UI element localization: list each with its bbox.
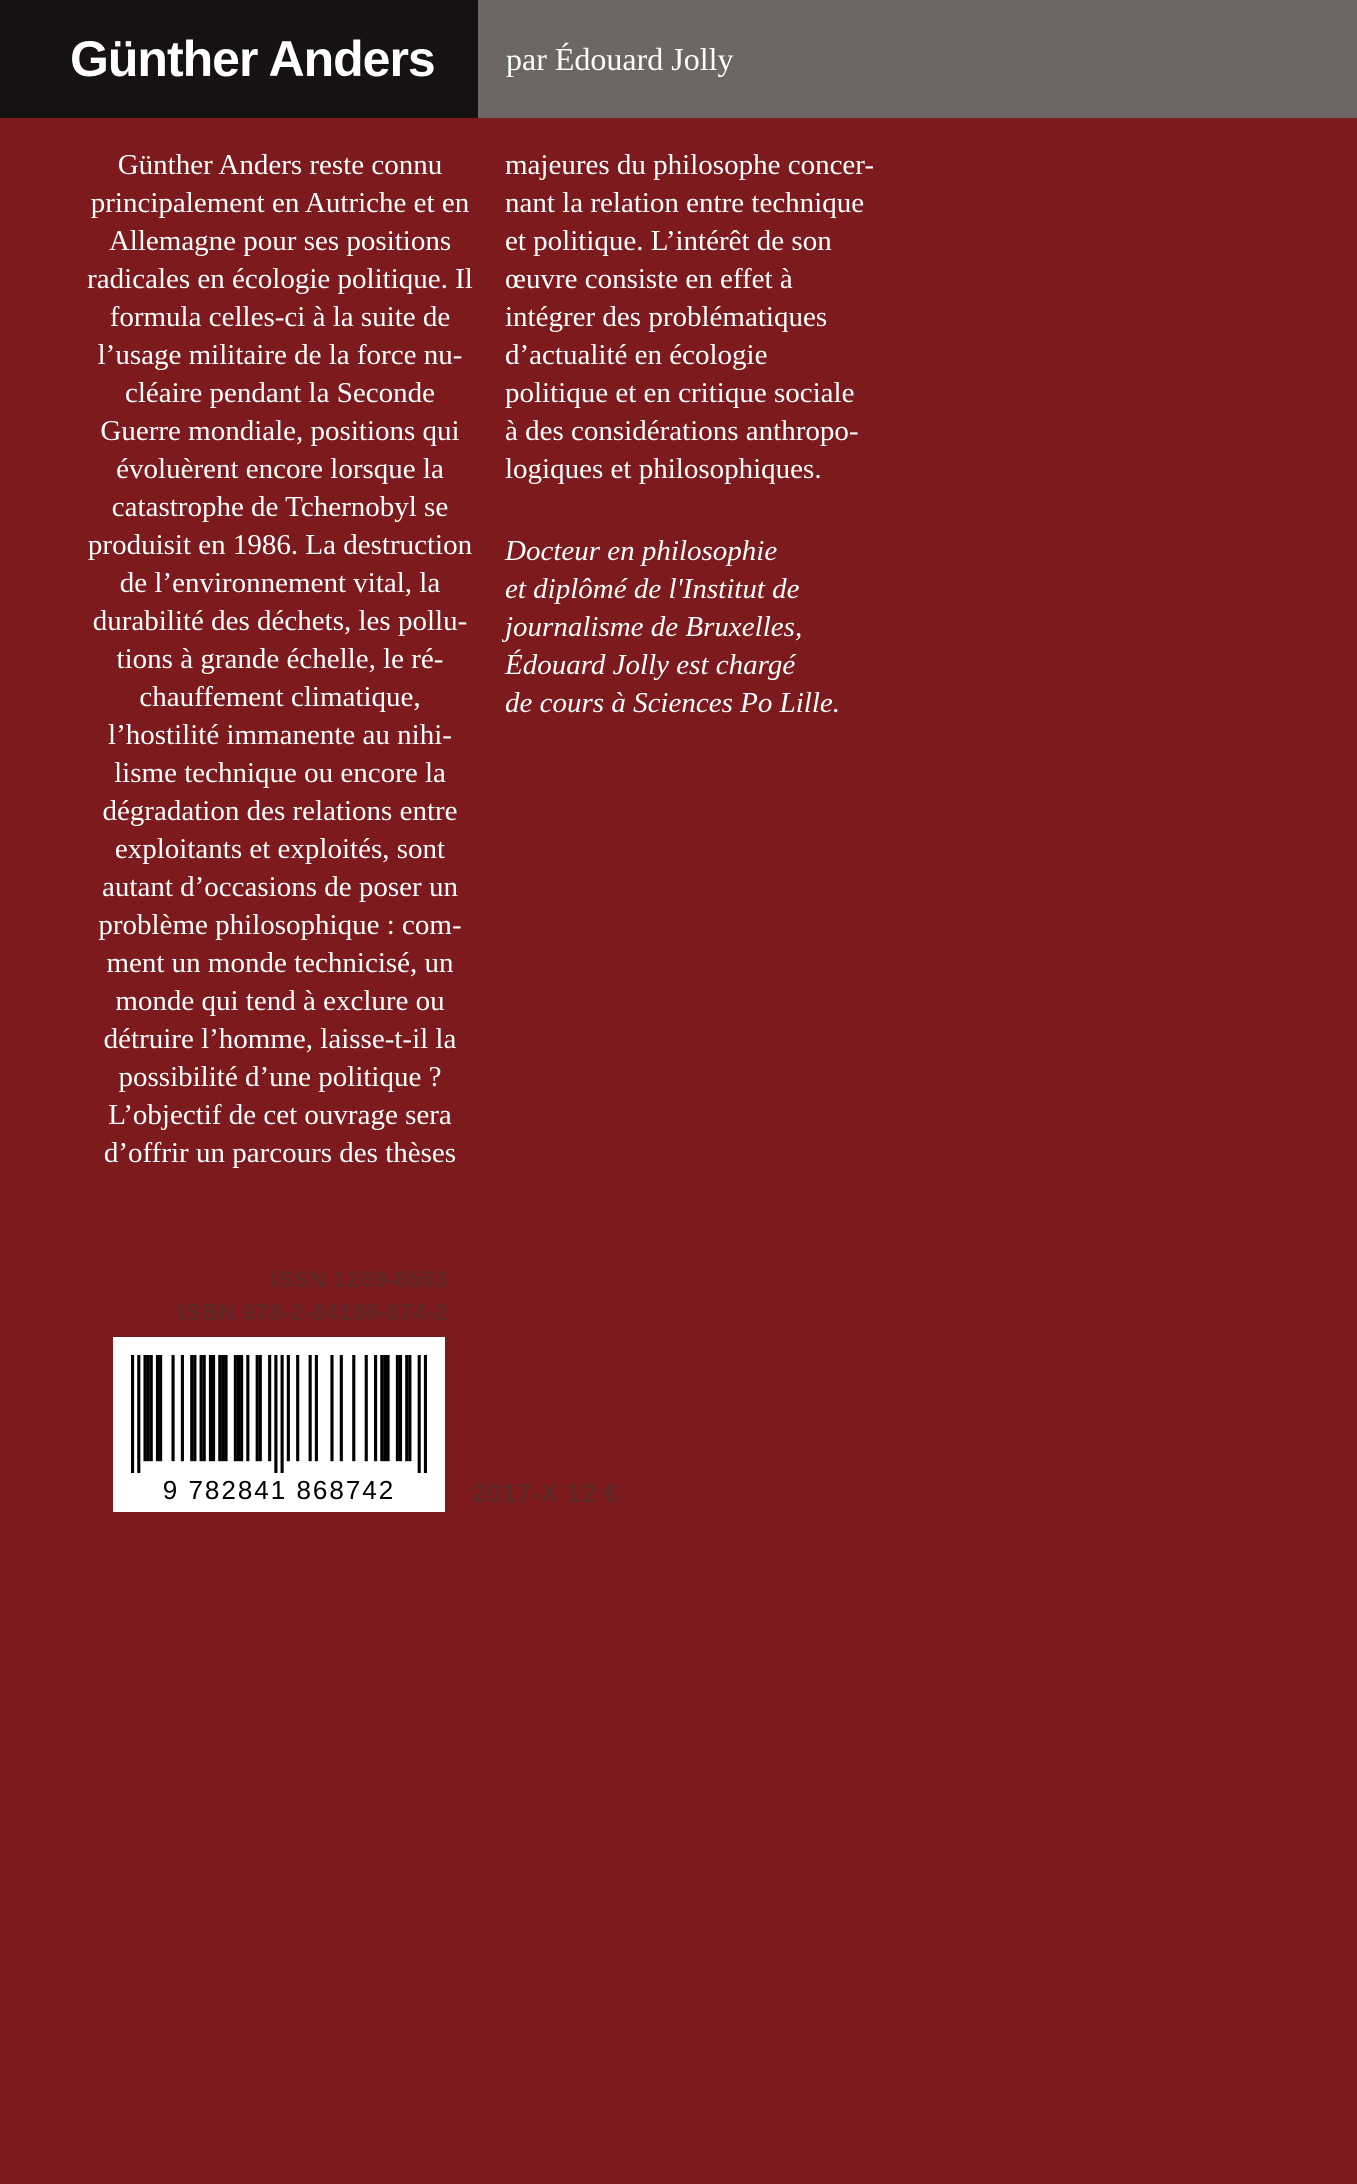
isbn-text: ISBN 978-2-84186-874-2 [178, 1299, 448, 1325]
text-line: Docteur en philosophie [505, 535, 778, 567]
text-line: Édouard Jolly est chargé [505, 649, 796, 681]
text-line: formula celles-ci à la suite de [109, 301, 451, 333]
left-column [75, 146, 485, 1172]
text-line: L’objectif de cet ouvrage sera [108, 1099, 452, 1131]
text-line: nant la relation entre technique [505, 187, 865, 219]
text-line: l’usage militaire de la force nu- [97, 339, 463, 371]
text-line: journalisme de Bruxelles, [505, 611, 803, 643]
text-line: Günther Anders reste connu [117, 149, 443, 181]
header [0, 0, 1357, 118]
right-column [505, 146, 955, 722]
barcode-number: 9 782841 868742 [162, 1475, 396, 1505]
text-line: exploitants et exploités, sont [114, 833, 446, 865]
issn-text: ISSN 1269-8563 [270, 1266, 448, 1292]
text-line: l’hostilité immanente au nihi- [108, 719, 452, 751]
text-line: politique et en critique sociale [505, 377, 855, 409]
text-line: logiques et philosophiques. [505, 453, 822, 485]
text-line: d’offrir un parcours des thèses [103, 1137, 457, 1169]
text-line: autant d’occasions de poser un [102, 871, 458, 903]
text-line: chauffement climatique, [139, 681, 421, 713]
text-line: lisme technique ou encore la [114, 757, 446, 789]
text-line: détruire l’homme, laisse-t-il la [103, 1023, 457, 1055]
text-line: cléaire pendant la Seconde [125, 377, 435, 409]
barcode [113, 1337, 445, 1512]
title-band [0, 0, 478, 118]
barcode-bars-image [131, 1355, 427, 1473]
text-line: de cours à Sciences Po Lille. [505, 687, 841, 719]
text-line: radicales en écologie politique. Il [87, 263, 473, 295]
text-line: problème philosophique : com- [98, 909, 462, 941]
text-line: à des considérations anthropo- [505, 415, 859, 447]
text-line: de l’environnement vital, la [119, 567, 441, 599]
text-line: et diplômé de l'Institut de [505, 573, 800, 605]
author-bio [505, 532, 955, 722]
text-line: possibilité d’une politique ? [118, 1061, 442, 1093]
publication-ids [113, 1263, 448, 1329]
text-line: Allemagne pour ses positions [108, 225, 452, 257]
price-text: 2017-X 12 € [472, 1478, 620, 1508]
text-line: ment un monde technicisé, un [106, 947, 454, 979]
text-line: intégrer des problématiques [505, 301, 828, 333]
text-line: évoluèrent encore lorsque la [116, 453, 444, 485]
text-line: produisit en 1986. La destruction [87, 529, 473, 561]
text-line: et politique. L’intérêt de son [505, 225, 832, 257]
text-line: tions à grande échelle, le ré- [116, 643, 444, 675]
author-byline: par Édouard Jolly [506, 40, 734, 77]
text-line: catastrophe de Tchernobyl se [111, 491, 449, 523]
text-line: dégradation des relations entre [102, 795, 458, 827]
text-line: œuvre consiste en effet à [505, 263, 793, 295]
text-line: principalement en Autriche et en [90, 187, 470, 219]
text-line: majeures du philosophe concer- [505, 149, 875, 181]
right-paragraph [505, 146, 955, 488]
text-line: Guerre mondiale, positions qui [100, 415, 460, 447]
book-title: Günther Anders [70, 31, 435, 87]
text-line: durabilité des déchets, les pollu- [92, 605, 468, 637]
text-line: monde qui tend à exclure ou [115, 985, 445, 1017]
byline-band [478, 0, 1357, 118]
text-line: d’actualité en écologie [505, 339, 768, 371]
